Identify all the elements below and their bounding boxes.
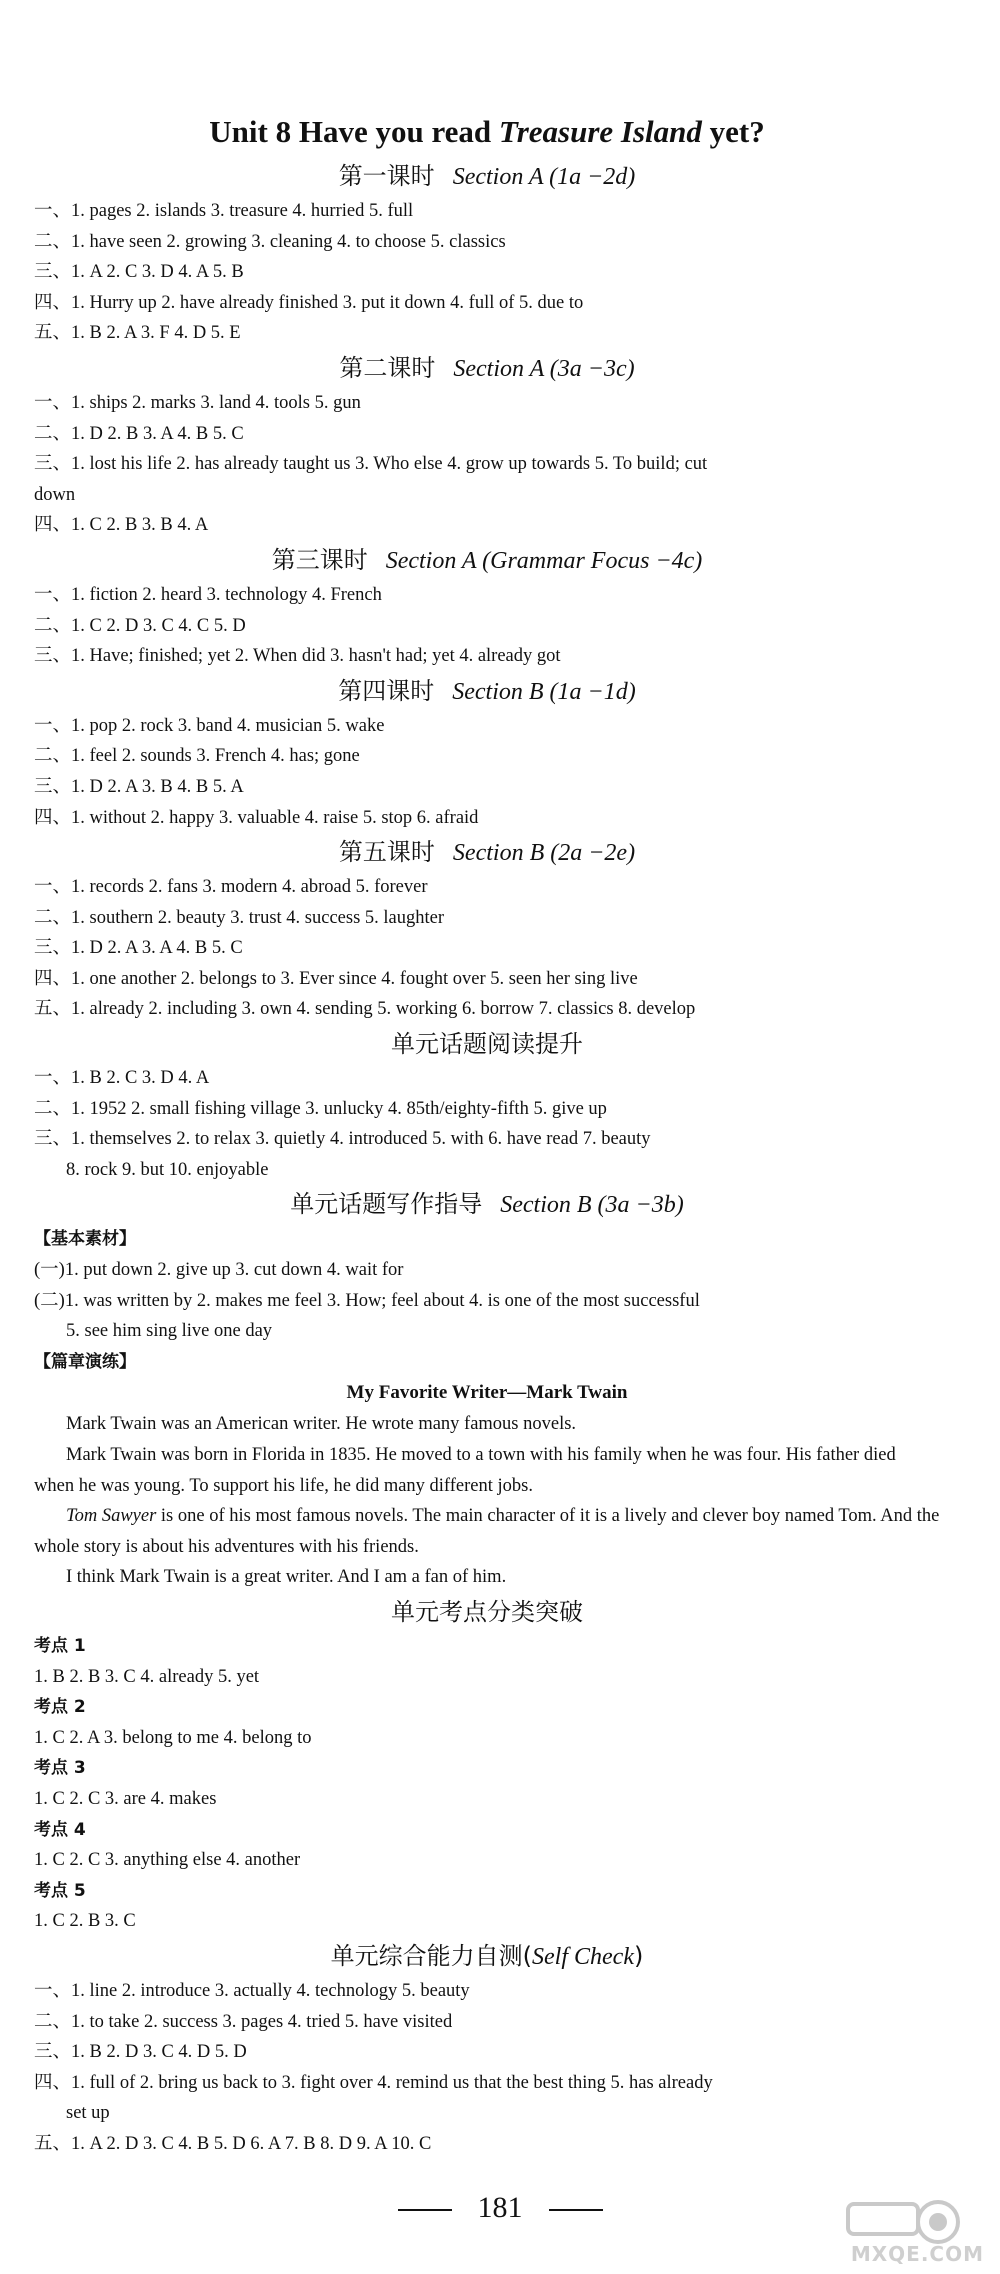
- essay-title: My Favorite Writer—Mark Twain: [346, 1382, 628, 1404]
- answer-line-continued: 5. see him sing live one day: [66, 1321, 273, 1342]
- answer-line: 三、1. A 2. C 3. D 4. A 5. B: [34, 262, 244, 283]
- answer-line: 四、1. full of 2. bring us back to 3. fight over 4. remind us that the best thing 5. has already: [34, 2072, 713, 2093]
- section-heading-self-check: 单元综合能力自测(Self Check): [330, 1941, 644, 1970]
- answer-line: 1. C 2. A 3. belong to me 4. belong to: [34, 1727, 312, 1748]
- section-heading-reading: 单元话题阅读提升: [391, 1030, 583, 1059]
- answer-line: 五、1. A 2. D 3. C 4. B 5. D 6. A 7. B 8. D 9. A 10. C: [34, 2133, 432, 2154]
- answer-line: 二、1. C 2. D 3. C 4. C 5. D: [34, 615, 246, 636]
- practice-label: 【篇章演练】: [34, 1351, 136, 1372]
- answer-line: 五、1. already 2. including 3. own 4. sending 5. working 6. borrow 7. classics 8. develop: [34, 999, 696, 1020]
- test-point-label: 考点 2: [34, 1697, 86, 1718]
- answer-line: 二、1. to take 2. success 3. pages 4. tried 5. have visited: [34, 2011, 453, 2032]
- essay-paragraph: I think Mark Twain is a great writer. And I am a fan of him.: [66, 1567, 507, 1588]
- test-point-label: 考点 1: [34, 1635, 86, 1656]
- answer-line: 1. C 2. B 3. C: [34, 1911, 136, 1932]
- section-heading-2: 第二课时 Section A (3a −3c): [339, 353, 635, 382]
- answer-line: 三、1. B 2. D 3. C 4. D 5. D: [34, 2042, 247, 2063]
- watermark-logo: MXQE.COM: [788, 2196, 988, 2268]
- answer-line-continued: down: [34, 484, 76, 505]
- section-heading-3: 第三课时 Section A (Grammar Focus −4c): [271, 545, 703, 574]
- answer-line: 四、1. without 2. happy 3. valuable 4. raise 5. stop 6. afraid: [34, 807, 479, 828]
- section-heading-1: 第一课时 Section A (1a −2d): [338, 162, 636, 190]
- test-point-label: 考点 4: [34, 1819, 86, 1840]
- answer-line: (一)1. put down 2. give up 3. cut down 4. wait for: [34, 1260, 404, 1281]
- page-number: 181: [0, 2188, 1000, 2228]
- answer-line: 三、1. D 2. A 3. B 4. B 5. A: [34, 776, 244, 797]
- answer-line-continued: 8. rock 9. but 10. enjoyable: [66, 1159, 269, 1180]
- test-point-label: 考点 3: [34, 1758, 86, 1779]
- answer-line: 一、1. fiction 2. heard 3. technology 4. French: [34, 584, 382, 605]
- unit-title: Unit 8 Have you read Treasure Island yet?: [209, 114, 765, 149]
- answer-line: 一、1. ships 2. marks 3. land 4. tools 5. gun: [34, 392, 361, 413]
- essay-paragraph: Tom Sawyer is one of his most famous novels. The main character of it is a lively and clever boy named Tom. And the whole story is about his adventures with his friends.: [34, 1506, 940, 1557]
- answer-line: 四、1. one another 2. belongs to 3. Ever since 4. fought over 5. seen her sing live: [34, 968, 638, 989]
- answer-line: 二、1. have seen 2. growing 3. cleaning 4. to choose 5. classics: [34, 231, 506, 252]
- answer-line: 四、1. Hurry up 2. have already finished 3. put it down 4. full of 5. due to: [34, 292, 584, 313]
- answer-line: 五、1. B 2. A 3. F 4. D 5. E: [34, 323, 241, 344]
- answer-line: 一、1. B 2. C 3. D 4. A: [34, 1068, 210, 1089]
- answer-line: 二、1. 1952 2. small fishing village 3. unlucky 4. 85th/eighty-fifth 5. give up: [34, 1098, 607, 1119]
- answer-line: 三、1. lost his life 2. has already taught us 3. Who else 4. grow up towards 5. To build; cut: [34, 454, 708, 475]
- answer-line: 1. B 2. B 3. C 4. already 5. yet: [34, 1666, 260, 1687]
- answer-line: 一、1. records 2. fans 3. modern 4. abroad 5. forever: [34, 877, 428, 898]
- section-heading-writing: 单元话题写作指导 Section B (3a −3b): [290, 1190, 684, 1219]
- answer-line: (二)1. was written by 2. makes me feel 3. How; feel about 4. is one of the most successful: [34, 1290, 700, 1311]
- answer-line: 二、1. D 2. B 3. A 4. B 5. C: [34, 423, 244, 444]
- answer-line: 1. C 2. C 3. are 4. makes: [34, 1788, 217, 1809]
- answer-line: 一、1. pages 2. islands 3. treasure 4. hurried 5. full: [34, 201, 414, 221]
- answer-line: 三、1. themselves 2. to relax 3. quietly 4. introduced 5. with 6. have read 7. beauty: [34, 1129, 651, 1150]
- page-number-dash: [398, 2209, 452, 2211]
- answer-line: 四、1. C 2. B 3. B 4. A: [34, 515, 209, 536]
- answer-line-continued: set up: [66, 2103, 110, 2124]
- page-number-dash: [549, 2209, 603, 2211]
- answer-line: 三、1. D 2. A 3. A 4. B 5. C: [34, 938, 243, 959]
- answer-line: 一、1. line 2. introduce 3. actually 4. technology 5. beauty: [34, 1980, 470, 2001]
- section-heading-4: 第四课时 Section B (1a −1d): [338, 676, 636, 705]
- answer-line: 一、1. pop 2. rock 3. band 4. musician 5. wake: [34, 715, 385, 736]
- section-heading-5: 第五课时 Section B (2a −2e): [338, 838, 636, 867]
- answer-line: 二、1. southern 2. beauty 3. trust 4. success 5. laughter: [34, 907, 445, 928]
- test-point-label: 考点 5: [34, 1880, 86, 1901]
- answer-line: 1. C 2. C 3. anything else 4. another: [34, 1850, 301, 1871]
- essay-paragraph: Mark Twain was an American writer. He wrote many famous novels.: [66, 1414, 577, 1435]
- section-heading-breakthrough: 单元考点分类突破: [391, 1597, 583, 1626]
- answer-line: 二、1. feel 2. sounds 3. French 4. has; gone: [34, 746, 360, 767]
- essay-paragraph: Mark Twain was born in Florida in 1835. He moved to a town with his family when he was four. His father died when he was young. To support his life, he did many different jobs.: [34, 1445, 896, 1496]
- basic-material-label: 【基本素材】: [34, 1229, 136, 1250]
- answer-line: 三、1. Have; finished; yet 2. When did 3. hasn't had; yet 4. already got: [34, 646, 561, 667]
